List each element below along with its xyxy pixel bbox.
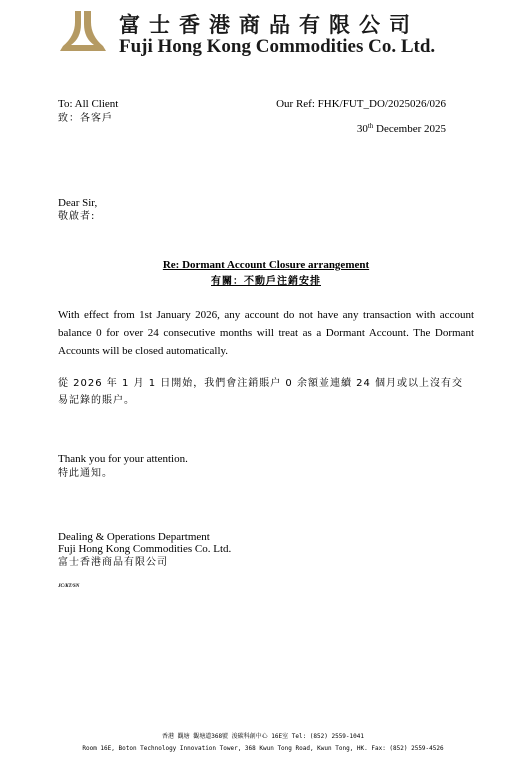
body-paragraph-chinese: 從 2026 年 1 月 1 日開始，我們會注銷賬户 0 余額並連續 24 個月或以上沒有交易記錄的賬户。 — [58, 378, 464, 406]
signoff-company: Fuji Hong Kong Commodities Co. Ltd. — [58, 543, 232, 555]
body-paragraph-english: With effect from 1st January 2026, any account do not have any transaction with account balance 0 for over 24 consecutive months will treat as a Dormant Account. The Dormant Accounts will be closed automatically. — [58, 309, 474, 357]
date-suffix: th — [367, 122, 374, 130]
salutation-chinese: 敬啟者: — [58, 211, 96, 222]
company-name-chinese: 富士香港商品有限公司 — [119, 12, 419, 37]
footer-address-chinese: 香港 觀塘 觀塘道368號 浚碳科創中心 16E室 Tel: (852) 2559-1041 — [162, 733, 364, 740]
salutation: Dear Sir, — [58, 197, 98, 209]
signoff-department: Dealing & Operations Department — [58, 531, 210, 543]
closing-line-chinese: 特此通知。 — [58, 468, 113, 479]
subject-heading-chinese: 有關：不動戶注銷安排 — [211, 276, 321, 287]
recipient-line-chinese: 致：各客戶 — [58, 113, 113, 124]
closing-line: Thank you for your attention. — [58, 453, 188, 465]
footer-address-english: Room 16E, Boton Technology Innovation Tower, 368 Kwun Tong Road, Kwun Tong, HK. Fax: (852) 2559-4526 — [82, 745, 444, 752]
subject-heading: Re: Dormant Account Closure arrangement — [162, 259, 370, 271]
date-day: 30 — [356, 123, 368, 135]
company-logo — [58, 9, 110, 55]
signoff-company-chinese: 富士香港商品有限公司 — [58, 557, 168, 568]
recipient-line: To: All Client — [58, 98, 119, 110]
date-month-year: December 2025 — [376, 123, 446, 135]
letter-date — [357, 123, 446, 136]
internal-reference-code: JC/KT/SN — [58, 584, 80, 589]
company-name-english: Fuji Hong Kong Commodities Co. Ltd. — [119, 36, 436, 57]
reference-number: Our Ref: FHK/FUT_DO/2025026/026 — [276, 98, 446, 110]
